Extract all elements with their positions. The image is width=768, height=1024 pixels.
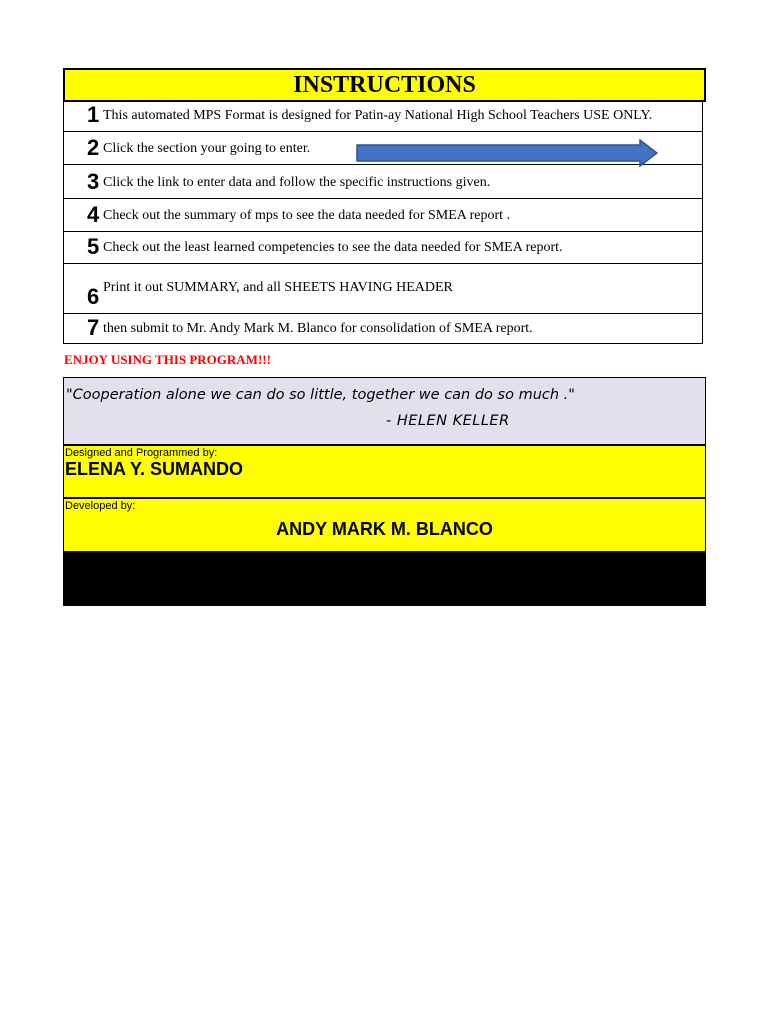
- instruction-row-5: [63, 232, 703, 264]
- instruction-number: 3: [87, 169, 100, 194]
- instruction-text: Click the section your going to enter.: [103, 141, 311, 156]
- designed-by-caption: Designed and Programmed by:: [65, 447, 218, 459]
- instruction-row-6: [63, 264, 703, 314]
- instruction-row-2[interactable]: [63, 132, 703, 165]
- instruction-number: 6: [87, 284, 100, 309]
- instruction-number: 5: [87, 234, 100, 259]
- instruction-text: Click the link to enter data and follow the specific instructions given.: [103, 175, 491, 190]
- enjoy-message: ENJOY USING THIS PROGRAM!!!: [64, 352, 271, 367]
- instruction-number: 2: [87, 135, 100, 160]
- instruction-text: then submit to Mr. Andy Mark M. Blanco for consolidation of SMEA report.: [103, 321, 533, 336]
- developer-name: ANDY MARK M. BLANCO: [276, 519, 493, 539]
- instruction-row-3: [63, 165, 703, 199]
- designed-by-row: [63, 445, 706, 498]
- instructions-title: INSTRUCTIONS: [63, 68, 706, 102]
- quote-author: - HELEN KELLER: [386, 413, 510, 429]
- footer-band: [63, 552, 706, 606]
- instruction-number: 1: [87, 102, 100, 127]
- instruction-row-7: [63, 314, 703, 344]
- designer-name: ELENA Y. SUMANDO: [65, 459, 244, 479]
- right-arrow-icon[interactable]: [356, 139, 658, 167]
- instruction-number: 4: [87, 202, 100, 227]
- instruction-row-1: [63, 100, 703, 132]
- instruction-text: This automated MPS Format is designed for Patin-ay National High School Teachers USE ONLY.: [103, 108, 653, 123]
- developed-by-row: [63, 498, 706, 552]
- instruction-text: Print it out SUMMARY, and all SHEETS HAVING HEADER: [103, 280, 453, 295]
- instruction-row-4: [63, 199, 703, 232]
- quote-box: [63, 377, 706, 445]
- instruction-text: Check out the least learned competencies to see the data needed for SMEA report.: [103, 240, 563, 255]
- instruction-number: 7: [87, 315, 100, 340]
- instruction-text: Check out the summary of mps to see the data needed for SMEA report .: [103, 208, 511, 223]
- developed-by-caption: Developed by:: [65, 500, 136, 512]
- quote-text: "Cooperation alone we can do so little, together we can do so much .": [66, 387, 575, 403]
